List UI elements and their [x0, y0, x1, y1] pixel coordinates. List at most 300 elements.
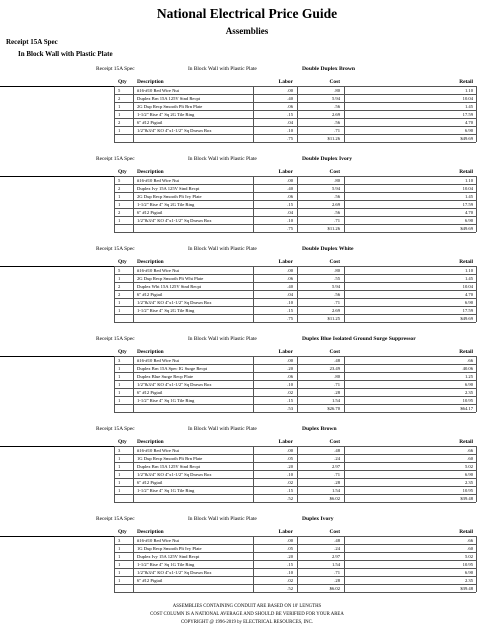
cell-cost: .48: [334, 448, 340, 453]
assembly-section: [0, 512, 494, 602]
table-rule: [114, 208, 476, 209]
footer-copyright: COPYRIGHT @ 1996-2019 by ELECTRICAL RESOURCES, INC.: [180, 620, 314, 625]
table-rule: [114, 322, 476, 323]
cell-qty: 2: [118, 96, 121, 101]
cell-retail: 10.04: [462, 284, 473, 289]
assembly-section: [0, 62, 494, 152]
cell-cost: .80: [334, 268, 340, 273]
cell-cost: .56: [334, 292, 340, 297]
table-rule: [114, 282, 476, 283]
cell-description: 1/2"&3/4" KO 4"x1-1/2" Sq Drawn Box: [137, 472, 212, 477]
column-header-retail: Retail: [459, 349, 473, 355]
total-labor: .75: [287, 226, 293, 231]
cell-labor: .10: [287, 218, 293, 223]
column-header-description: Description: [137, 259, 164, 265]
cell-retail: 4.70: [464, 120, 473, 125]
cell-retail: 1.10: [464, 178, 473, 183]
total-retail: $49.69: [460, 226, 473, 231]
table-rule: [114, 364, 476, 365]
cell-description: 1/2"&3/4" KO 4"x1-1/2" Sq Drawn Box: [137, 300, 212, 305]
cell-cost: .55: [334, 276, 340, 281]
cell-retail: 6.90: [464, 218, 473, 223]
cell-cost: 2.97: [331, 554, 340, 559]
cell-cost: .71: [334, 570, 340, 575]
cell-cost: .24: [334, 546, 340, 551]
table-column-rule: [476, 356, 477, 412]
cell-description: Duplex Ivy 15A 125V Stnd Recpt: [137, 186, 200, 191]
cell-retail: 5.02: [464, 554, 473, 559]
cell-labor: .15: [287, 202, 293, 207]
cell-qty: 1: [118, 578, 121, 583]
table-rule: [114, 86, 476, 87]
table-rule: [114, 94, 476, 95]
cell-labor: .05: [287, 546, 293, 551]
cell-qty: 1: [118, 276, 121, 281]
section-spec: Receipt 15A Spec: [96, 156, 135, 162]
column-header-labor: Labor: [278, 439, 293, 445]
cell-cost: 5.94: [331, 96, 340, 101]
total-cost: $11.26: [327, 226, 340, 231]
table-rule: [114, 404, 476, 405]
cell-description: Duplex Brn 15A 125V Stnd Recpt: [137, 96, 201, 101]
table-rule: [114, 584, 476, 585]
total-cost: $11.26: [327, 136, 340, 141]
table-rule: [114, 446, 476, 447]
table-rule: [114, 216, 476, 217]
table-rule: [114, 454, 476, 455]
cell-retail: 2.35: [464, 390, 473, 395]
total-retail: $49.69: [460, 136, 473, 141]
cell-retail: 6.90: [464, 570, 473, 575]
table-rule: [114, 576, 476, 577]
cell-description: 1/2"&3/4" KO 4"x1-1/2" Sq Drawn Box: [137, 570, 212, 575]
cell-qty: 1: [118, 488, 121, 493]
table-column-rule: [297, 266, 298, 322]
table-rule: [114, 290, 476, 291]
column-header-cost: Cost: [329, 259, 340, 265]
table-rule: [114, 388, 476, 389]
cell-labor: .10: [287, 300, 293, 305]
cell-qty: 1: [118, 546, 121, 551]
column-header-cost: Cost: [329, 529, 340, 535]
cell-qty: 1: [118, 480, 121, 485]
cell-description: #16-#10 Red Wire Nut: [137, 358, 179, 363]
cell-cost: .56: [334, 120, 340, 125]
cell-retail: 17.59: [462, 112, 473, 117]
table-column-rule: [253, 356, 254, 412]
column-header-retail: Retail: [459, 79, 473, 85]
cell-qty: 1: [118, 300, 121, 305]
cell-retail: .66: [467, 448, 473, 453]
table-rule: [114, 494, 476, 495]
column-header-retail: Retail: [459, 259, 473, 265]
table-rule: [114, 486, 476, 487]
cell-labor: .20: [287, 366, 293, 371]
column-header-description: Description: [137, 169, 164, 175]
section-type: Duplex Brown: [302, 426, 337, 432]
table-rule: [114, 552, 476, 553]
cell-qty: 3: [118, 538, 121, 543]
cell-cost: .56: [334, 194, 340, 199]
table-column-rule: [114, 266, 115, 322]
price-table: [0, 258, 494, 323]
cell-labor: .02: [287, 578, 293, 583]
cell-qty: 1: [118, 570, 121, 575]
cell-retail: 4.70: [464, 292, 473, 297]
table-column-rule: [344, 446, 345, 502]
column-header-cost: Cost: [329, 169, 340, 175]
table-rule: [114, 184, 476, 185]
table-column-rule: [344, 356, 345, 412]
table-rule: [114, 396, 476, 397]
cell-labor: .06: [287, 374, 293, 379]
table-column-rule: [133, 446, 134, 502]
table-rule: [114, 192, 476, 193]
cell-cost: .48: [334, 538, 340, 543]
table-column-rule: [253, 176, 254, 232]
section-header: [0, 332, 494, 348]
table-rule: [114, 134, 476, 135]
table-rule: [114, 126, 476, 127]
cell-labor: .00: [287, 358, 293, 363]
cell-cost: .48: [334, 358, 340, 363]
table-rule: [114, 470, 476, 471]
cell-qty: 1: [118, 382, 121, 387]
cell-labor: .02: [287, 390, 293, 395]
footer-note-conduit: ASSEMBLIES CONTAINING CONDUIT ARE BASED ON 10' LENGTHS: [172, 604, 322, 609]
cell-qty: 1: [118, 562, 121, 567]
cell-cost: .71: [334, 382, 340, 387]
cell-retail: 1.45: [464, 104, 473, 109]
cell-qty: 1: [118, 390, 121, 395]
table-column-rule: [297, 356, 298, 412]
cell-labor: .10: [287, 472, 293, 477]
cell-qty: 2: [118, 186, 121, 191]
cell-description: 1/2"&3/4" KO 4"x1-1/2" Sq Drawn Box: [137, 382, 212, 387]
cell-qty: 2: [118, 210, 121, 215]
table-rule: [114, 412, 476, 413]
section-type: Duplex Blue Isolated Ground Surge Suppressor: [302, 336, 416, 342]
section-header: [0, 62, 494, 78]
table-column-rule: [297, 536, 298, 592]
cell-retail: 1.45: [464, 194, 473, 199]
cell-cost: 5.94: [331, 284, 340, 289]
cell-qty: 5: [118, 88, 121, 93]
column-header-labor: Labor: [278, 529, 293, 535]
column-header-qty: Qty: [118, 349, 127, 355]
cell-qty: 1: [118, 374, 121, 379]
spec-heading: Receipt 15A Spec: [6, 38, 58, 46]
total-labor: .52: [287, 496, 293, 501]
total-labor: .53: [287, 406, 293, 411]
cell-retail: 2.35: [464, 480, 473, 485]
cell-cost: .71: [334, 300, 340, 305]
column-header-cost: Cost: [329, 439, 340, 445]
cell-qty: 1: [118, 218, 121, 223]
cell-labor: .40: [287, 284, 293, 289]
cell-retail: 6.90: [464, 300, 473, 305]
cell-description: 6" #12 Pigtail: [137, 390, 163, 395]
cell-cost: .28: [334, 578, 340, 583]
table-rule: [114, 568, 476, 569]
cell-qty: 1: [118, 112, 121, 117]
section-spec: Receipt 15A Spec: [96, 66, 135, 72]
cell-retail: 4.70: [464, 210, 473, 215]
cell-description: 1/2"&3/4" KO 4"x1-1/2" Sq Drawn Box: [137, 218, 212, 223]
column-header-retail: Retail: [459, 529, 473, 535]
section-header: [0, 422, 494, 438]
cell-cost: .71: [334, 472, 340, 477]
cell-retail: 10.04: [462, 186, 473, 191]
cell-description: 2G Dup Recp Smooth Plt Brn Plate: [137, 104, 203, 109]
cell-cost: .71: [334, 128, 340, 133]
price-table: [0, 528, 494, 593]
cell-labor: .04: [287, 292, 293, 297]
cell-description: 6" #12 Pigtail: [137, 120, 163, 125]
cell-retail: 10.95: [462, 398, 473, 403]
total-cost: $26.70: [327, 406, 340, 411]
cell-qty: 1: [118, 194, 121, 199]
cell-qty: 1: [118, 104, 121, 109]
table-column-rule: [253, 86, 254, 142]
table-rule: [114, 544, 476, 545]
table-column-rule: [297, 86, 298, 142]
table-column-rule: [476, 536, 477, 592]
cell-description: 6" #12 Pigtail: [137, 578, 163, 583]
cell-retail: .60: [467, 546, 473, 551]
cell-description: 1G Dup Recp Smooth Plt Ivy Plate: [137, 546, 202, 551]
cell-description: 6" #12 Pigtail: [137, 292, 163, 297]
cell-qty: 1: [118, 398, 121, 403]
table-column-rule: [114, 86, 115, 142]
cell-labor: .40: [287, 186, 293, 191]
cell-cost: 1.54: [331, 398, 340, 403]
section-header: [0, 512, 494, 528]
table-column-rule: [253, 446, 254, 502]
table-rule: [114, 380, 476, 381]
table-rule: [114, 110, 476, 111]
location-heading: In Block Wall with Plastic Plate: [18, 50, 113, 58]
table-column-rule: [133, 176, 134, 232]
page-title: National Electrical Price Guide: [156, 6, 338, 21]
cell-labor: .04: [287, 210, 293, 215]
cell-retail: 6.90: [464, 472, 473, 477]
cell-cost: 2.69: [331, 202, 340, 207]
cell-labor: .04: [287, 120, 293, 125]
table-column-rule: [476, 266, 477, 322]
total-retail: $39.48: [460, 496, 473, 501]
table-rule: [114, 372, 476, 373]
table-column-rule: [476, 176, 477, 232]
cell-description: #16-#10 Red Wire Nut: [137, 448, 179, 453]
cell-description: 1-1/2" Rise 4" Sq 1G Tile Ring: [137, 562, 195, 567]
total-cost: $6.02: [329, 586, 340, 591]
cell-description: 1-1/2" Rise 4" Sq 2G Tile Ring: [137, 112, 195, 117]
cell-labor: .15: [287, 398, 293, 403]
cell-cost: 2.69: [331, 308, 340, 313]
total-cost: $11.25: [327, 316, 340, 321]
table-column-rule: [133, 356, 134, 412]
cell-description: 6" #12 Pigtail: [137, 480, 163, 485]
cell-qty: 5: [118, 268, 121, 273]
section-spec: Receipt 15A Spec: [96, 516, 135, 522]
table-column-rule: [114, 446, 115, 502]
cell-description: 1-1/2" Rise 4" Sq 2G Tile Ring: [137, 308, 195, 313]
cell-labor: .06: [287, 194, 293, 199]
cell-qty: 2: [118, 120, 121, 125]
column-header-cost: Cost: [329, 349, 340, 355]
cell-cost: 23.49: [329, 366, 340, 371]
cell-labor: .00: [287, 268, 293, 273]
cell-cost: .80: [334, 374, 340, 379]
table-column-rule: [133, 86, 134, 142]
column-header-labor: Labor: [278, 349, 293, 355]
table-rule: [114, 502, 476, 503]
cell-retail: 1.45: [464, 276, 473, 281]
cell-labor: .15: [287, 488, 293, 493]
cell-labor: .00: [287, 448, 293, 453]
cell-description: #16-#10 Red Wire Nut: [137, 88, 179, 93]
cell-description: 1G Dup Recp Smooth Plt Brn Plate: [137, 456, 203, 461]
cell-cost: 1.54: [331, 488, 340, 493]
table-column-rule: [297, 176, 298, 232]
cell-qty: 3: [118, 358, 121, 363]
cell-labor: .15: [287, 112, 293, 117]
table-column-rule: [253, 266, 254, 322]
table-column-rule: [114, 536, 115, 592]
cell-labor: .10: [287, 382, 293, 387]
cell-retail: .66: [467, 358, 473, 363]
cell-qty: 5: [118, 178, 121, 183]
section-location: In Block Wall with Plastic Plate: [188, 156, 257, 162]
cell-description: #16-#10 Red Wire Nut: [137, 538, 179, 543]
table-rule: [114, 560, 476, 561]
column-header-description: Description: [137, 439, 164, 445]
cell-retail: 1.10: [464, 88, 473, 93]
cell-cost: .80: [334, 88, 340, 93]
cell-description: 2G Dup Recp Smooth Plt Ivy Plate: [137, 194, 202, 199]
total-retail: $64.17: [460, 406, 473, 411]
section-location: In Block Wall with Plastic Plate: [188, 426, 257, 432]
price-table: [0, 348, 494, 413]
price-table: [0, 168, 494, 233]
section-location: In Block Wall with Plastic Plate: [188, 66, 257, 72]
table-column-rule: [253, 536, 254, 592]
section-spec: Receipt 15A Spec: [96, 426, 135, 432]
cell-qty: 2: [118, 284, 121, 289]
cell-cost: .80: [334, 178, 340, 183]
cell-description: 6" #12 Pigtail: [137, 210, 163, 215]
cell-description: Duplex Wht 15A 125V Stnd Recpt: [137, 284, 202, 289]
cell-qty: 1: [118, 472, 121, 477]
table-column-rule: [344, 536, 345, 592]
cell-description: 1-1/2" Rise 4" Sq 2G Tile Ring: [137, 202, 195, 207]
cell-retail: 2.35: [464, 578, 473, 583]
table-rule: [114, 102, 476, 103]
section-location: In Block Wall with Plastic Plate: [188, 336, 257, 342]
table-rule: [114, 306, 476, 307]
cell-description: 1-1/2" Rise 4" Sq 1G Tile Ring: [137, 398, 195, 403]
cell-cost: .56: [334, 104, 340, 109]
section-header: [0, 242, 494, 258]
cell-cost: .71: [334, 218, 340, 223]
table-column-rule: [114, 356, 115, 412]
cell-retail: 1.25: [464, 374, 473, 379]
cell-retail: 40.06: [462, 366, 473, 371]
assembly-section: [0, 152, 494, 242]
price-table: [0, 78, 494, 143]
column-header-retail: Retail: [459, 169, 473, 175]
table-rule: [114, 536, 476, 537]
cell-retail: 6.90: [464, 382, 473, 387]
assembly-section: [0, 332, 494, 422]
table-rule: [114, 298, 476, 299]
table-rule: [114, 118, 476, 119]
column-header-qty: Qty: [118, 529, 127, 535]
cell-description: Duplex Brn 15A Spec IG Surge Recpt: [137, 366, 208, 371]
cell-labor: .05: [287, 456, 293, 461]
column-header-description: Description: [137, 529, 164, 535]
table-rule: [114, 200, 476, 201]
section-spec: Receipt 15A Spec: [96, 336, 135, 342]
column-header-description: Description: [137, 79, 164, 85]
cell-cost: .56: [334, 210, 340, 215]
cell-labor: .00: [287, 88, 293, 93]
table-column-rule: [114, 176, 115, 232]
column-header-qty: Qty: [118, 79, 127, 85]
table-rule: [114, 356, 476, 357]
column-header-labor: Labor: [278, 169, 293, 175]
total-retail: $39.48: [460, 586, 473, 591]
cell-labor: .20: [287, 464, 293, 469]
column-header-labor: Labor: [278, 259, 293, 265]
section-type: Double Duplex Ivory: [302, 156, 353, 162]
cell-retail: 1.10: [464, 268, 473, 273]
cell-labor: .10: [287, 128, 293, 133]
cell-retail: 10.04: [462, 96, 473, 101]
cell-description: #16-#10 Red Wire Nut: [137, 268, 179, 273]
table-column-rule: [133, 266, 134, 322]
cell-qty: 1: [118, 456, 121, 461]
table-column-rule: [344, 86, 345, 142]
table-rule: [114, 314, 476, 315]
table-rule: [114, 478, 476, 479]
cell-cost: 2.97: [331, 464, 340, 469]
assembly-section: [0, 422, 494, 512]
table-rule: [114, 592, 476, 593]
cell-qty: 1: [118, 202, 121, 207]
cell-description: #16-#10 Red Wire Nut: [137, 178, 179, 183]
section-header: [0, 152, 494, 168]
cell-labor: .02: [287, 480, 293, 485]
cell-labor: .00: [287, 178, 293, 183]
cell-description: Duplex Blue Surge Recp Plate: [137, 374, 194, 379]
table-rule: [114, 274, 476, 275]
total-retail: $49.69: [460, 316, 473, 321]
cell-cost: .28: [334, 480, 340, 485]
cell-qty: 1: [118, 308, 121, 313]
assembly-section: [0, 242, 494, 332]
page-subtitle: Assemblies: [225, 26, 269, 36]
cell-retail: .66: [467, 538, 473, 543]
cell-qty: 1: [118, 366, 121, 371]
section-type: Duplex Ivory: [302, 516, 334, 522]
cell-cost: 2.69: [331, 112, 340, 117]
cell-labor: .15: [287, 308, 293, 313]
total-labor: .75: [287, 136, 293, 141]
cell-qty: 1: [118, 554, 121, 559]
table-rule: [114, 142, 476, 143]
